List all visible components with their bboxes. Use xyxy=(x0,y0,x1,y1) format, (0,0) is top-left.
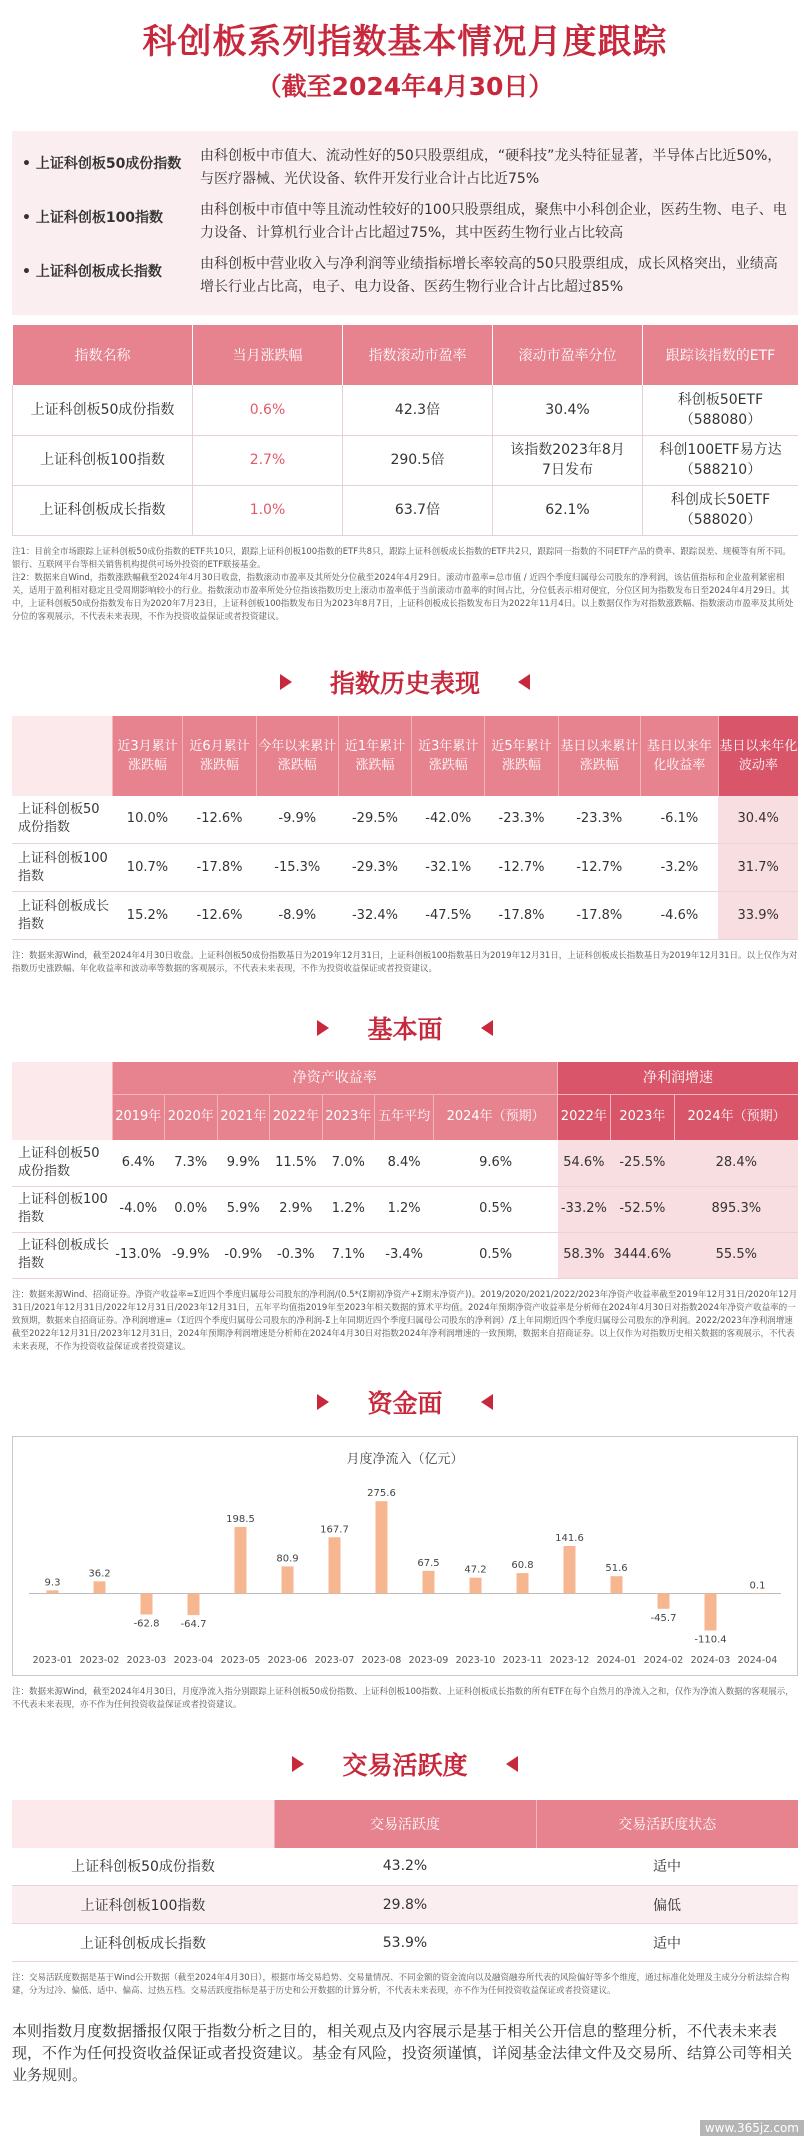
note-text: 注2：数据来自Wind，指数涨跌幅截至2024年4月30日收盘，指数滚动市盈率及其所处分位截至2024年4月29日。滚动市盈率=总市值 / 近四个季度归属母公司股东的净利润，该估值指标和企业盈利紧密相关，适用于盈利相对稳定且受周期影响较小的行业。指数滚动市盈率所处分位指该指数历史上滚动市盈率低于当前滚动市盈率的时间占比，分位低表示相对便宜，分位区间为指数发布日至2024年4月29日。其中，上证科创板50成份指数发布日为2020年7月23日，上证科创板100指数发布日为2023年8月7日，上证科创板成长指数发布日为2022年11月4日。以上数据仅作为对指数涨跌幅、指数滚动市盈率及其所处分位的客观展示，不代表未来表现，不作为投资收益保证或者投资建议。 xyxy=(12,572,794,622)
col-header: 2021年 xyxy=(217,1094,270,1140)
data-label: -45.7 xyxy=(650,1612,677,1624)
watermark: www.365jz.com xyxy=(700,2120,804,2136)
x-tick-label: 2024-02 xyxy=(643,1654,684,1666)
triangle-right-icon xyxy=(292,1756,304,1772)
page-subtitle: （截至2024年4月30日） xyxy=(256,72,554,101)
table-cell: -12.6% xyxy=(183,796,256,844)
section-heading-history xyxy=(0,664,810,700)
x-tick-label: 2023-05 xyxy=(220,1654,261,1666)
col-header: 2023年 xyxy=(610,1094,675,1140)
index-name: 上证科创板50成份指数 xyxy=(12,1140,112,1186)
bar xyxy=(94,1581,106,1593)
empty-header xyxy=(12,1800,274,1848)
rolling-pe: 63.7倍 xyxy=(343,485,493,535)
data-label: 80.9 xyxy=(276,1552,299,1564)
triangle-left-icon xyxy=(481,1394,493,1410)
table-cell: -13.0% xyxy=(112,1232,165,1278)
table-cell: 0.0% xyxy=(165,1186,218,1232)
etf-code: （588020） xyxy=(679,512,762,528)
table-cell: -12.6% xyxy=(183,892,256,940)
data-label: 36.2 xyxy=(88,1567,111,1579)
intro-index-desc: 由科创板中市值大、流动性好的50只股票组成，“硬科技”龙头特征显著，半导体占比近50%，与医疗器械、光伏设备、软件开发行业合计占比近75% xyxy=(200,148,782,187)
index-name: 上证科创板成长指数 xyxy=(12,1232,112,1278)
intro-row xyxy=(12,195,798,249)
triangle-right-icon xyxy=(317,1020,329,1036)
table-cell: 55.5% xyxy=(675,1232,798,1278)
table-cell: 10.7% xyxy=(112,844,183,892)
table-cell: -32.1% xyxy=(412,844,485,892)
table-cell: -3.2% xyxy=(640,844,718,892)
triangle-left-icon xyxy=(518,674,530,690)
bar xyxy=(329,1537,341,1593)
col-header: 指数滚动市盈率 xyxy=(343,325,493,385)
x-tick-label: 2023-10 xyxy=(455,1654,496,1666)
col-header: 2023年 xyxy=(322,1094,375,1140)
intro-index-name: • 上证科创板50成份指数 xyxy=(12,145,200,191)
pe-percentile: 62.1% xyxy=(493,485,643,535)
data-label: 0.1 xyxy=(749,1579,766,1591)
table-cell: 895.3% xyxy=(675,1186,798,1232)
intro-index-name: • 上证科创板成长指数 xyxy=(12,253,200,299)
triangle-left-icon xyxy=(506,1756,518,1772)
rolling-pe: 290.5倍 xyxy=(343,435,493,485)
table-cell: -15.3% xyxy=(256,844,338,892)
bar xyxy=(611,1576,623,1593)
activity-state: 适中 xyxy=(536,1848,798,1886)
bar xyxy=(235,1526,247,1592)
section-title: 资金面 xyxy=(367,1388,443,1418)
col-header: 基日以来年化收益率 xyxy=(640,716,718,796)
table-cell: 58.3% xyxy=(558,1232,611,1278)
triangle-left-icon xyxy=(481,1020,493,1036)
col-header: 2024年（预期） xyxy=(675,1094,798,1140)
table-cell: -17.8% xyxy=(558,892,640,940)
bar xyxy=(282,1566,294,1593)
etf-name: 科创板50ETF xyxy=(677,391,764,408)
table-cell: -8.9% xyxy=(256,892,338,940)
table-cell: -25.5% xyxy=(610,1140,675,1186)
activity-value: 29.8% xyxy=(274,1886,536,1924)
bar xyxy=(517,1573,529,1593)
activity-state: 适中 xyxy=(536,1924,798,1962)
table-cell: 1.2% xyxy=(322,1186,375,1232)
x-tick-label: 2023-12 xyxy=(549,1654,590,1666)
tracking-etf xyxy=(643,435,799,485)
table-cell: 0.5% xyxy=(434,1232,558,1278)
x-tick-label: 2023-11 xyxy=(502,1654,543,1666)
table-row xyxy=(12,1924,798,1962)
x-tick-label: 2023-03 xyxy=(126,1654,167,1666)
etf-code: （588210） xyxy=(679,462,762,478)
table-cell: -0.3% xyxy=(270,1232,323,1278)
funds-note: 注：数据来源Wind，截至2024年4月30日，月度净流入指分别跟踪上证科创板50成份指数、上证科创板100指数、上证科创板成长指数的所有ETF在每个自然月的净流入之和，仅作为净流入数据的客观展示，不代表未来表现，亦不作为任何投资收益保证或者投资建议。 xyxy=(12,1686,794,1710)
table-cell: -4.6% xyxy=(640,892,718,940)
intro-index-desc: 由科创板中市值中等且流动性较好的100只股票组成，聚焦中小科创企业，医药生物、电子、电力设备、计算机行业合计占比超过75%，其中医药生物行业占比较高 xyxy=(200,202,787,241)
data-label: 167.7 xyxy=(320,1523,349,1535)
section-heading-fundamental xyxy=(0,1010,810,1046)
month-change: 2.7% xyxy=(193,435,343,485)
summary-notes xyxy=(12,546,798,624)
table-cell: 10.0% xyxy=(112,796,183,844)
table-row xyxy=(12,1886,798,1924)
table-cell: -6.1% xyxy=(640,796,718,844)
table-row xyxy=(13,435,799,485)
col-header: 交易活跃度 xyxy=(274,1800,536,1848)
col-header: 交易活跃度状态 xyxy=(536,1800,798,1848)
table-cell: 7.3% xyxy=(165,1140,218,1186)
disclaimer-text: 本则指数月度数据播报仅限于指数分析之目的，相关观点及内容展示是基于相关公开信息的整理分析，不代表未来表现，不作为任何投资收益保证或者投资建议。基金有风险，投资须谨慎，详阅基金法律文件及交易所、结算公司等相关业务规则。 xyxy=(12,2022,793,2084)
table-cell: -32.4% xyxy=(338,892,411,940)
col-header: 基日以来年化波动率 xyxy=(718,716,798,796)
table-cell: -9.9% xyxy=(256,796,338,844)
bar xyxy=(423,1570,435,1593)
x-tick-label: 2023-09 xyxy=(408,1654,449,1666)
table-cell: -17.8% xyxy=(485,892,558,940)
col-header: 近3年累计涨跌幅 xyxy=(412,716,485,796)
chart-title: 月度净流入（亿元） xyxy=(346,1451,464,1467)
table-cell: 0.5% xyxy=(434,1186,558,1232)
section-title: 基本面 xyxy=(367,1015,443,1044)
table-cell: -12.7% xyxy=(558,844,640,892)
x-tick-label: 2024-04 xyxy=(737,1654,778,1666)
index-name: 上证科创板50成份指数 xyxy=(13,385,193,435)
col-header: 五年平均 xyxy=(375,1094,434,1140)
table-cell: 7.1% xyxy=(322,1232,375,1278)
section-heading-funds xyxy=(0,1384,810,1420)
table-cell: -12.7% xyxy=(485,844,558,892)
group-header-growth: 净利润增速 xyxy=(558,1062,798,1094)
bar xyxy=(47,1590,59,1593)
x-tick-label: 2024-03 xyxy=(690,1654,731,1666)
col-header: 指数名称 xyxy=(13,325,193,385)
table-cell: -29.3% xyxy=(338,844,411,892)
activity-note: 注：交易活跃度数据是基于Wind公开数据（截至2024年4月30日），根据市场交易趋势、交易量情况、不同金额的资金流向以及融资融券所代表的风险偏好等多个维度，通过标准化处理及主成分分析法综合构建，分为过冷、偏低、适中、偏高、过热五档。交易活跃度指标是基于历史和公开数据的计算分析，不代表未来表现，亦不作为任何投资收益保证或者投资建议。 xyxy=(12,1973,790,1996)
section-title: 指数历史表现 xyxy=(329,668,480,698)
data-label: 198.5 xyxy=(226,1513,255,1525)
table-row xyxy=(12,844,798,892)
bar xyxy=(188,1593,200,1615)
col-header: 2020年 xyxy=(165,1094,218,1140)
empty-header xyxy=(12,1062,112,1140)
net-inflow-chart-box xyxy=(12,1436,798,1676)
table-cell: -23.3% xyxy=(558,796,640,844)
table-cell: -42.0% xyxy=(412,796,485,844)
index-name: 上证科创板50成份指数 xyxy=(12,1848,274,1886)
activity-value: 53.9% xyxy=(274,1924,536,1962)
table-cell: -23.3% xyxy=(485,796,558,844)
index-name: 上证科创板100指数 xyxy=(12,1886,274,1924)
data-label: 47.2 xyxy=(464,1564,487,1576)
table-cell: -29.5% xyxy=(338,796,411,844)
fundamental-note: 注：数据来源Wind、招商证券。净资产收益率=Σ近四个季度归属母公司股东的净利润/(0.5*(Σ期初净资产+Σ期末净资产))。2019/2020/2021/2022/2023年净资产收益率截至2019年12月31日/2020年12月31日/2021年12月31日/2022年12月31日/2023年12月31日，五年平均值指2019年至2023年相关数据的算术平均值。2024年预期净资产收益率是分析师在2024年4月30日对指数2024年净资产收益率的一致预期，数据来自招商证券。净利润增速=（Σ近四个季度归属母公司股东的净利润-Σ上年同期近四个季度归属母公司股东的净利润）/Σ上年同期近四个季度归属母公司股东的净利润。2022/2023年净利润增速截至2022年12月31日/2023年12月31日，2024年预期净利润增速是分析师在2024年4月30日对指数2024年净利润增速的一致预期，数据来自招商证券。以上仅作为对指数历史相关数据的客观展示，不代表未来表现，不作为投资收益保证或者投资建议。 xyxy=(12,1289,798,1352)
col-header: 2022年 xyxy=(558,1094,611,1140)
col-header: 滚动市盈率分位 xyxy=(493,325,643,385)
index-name: 上证科创板成长指数 xyxy=(12,892,112,940)
col-header: 跟踪该指数的ETF xyxy=(643,325,799,385)
section-heading-activity xyxy=(0,1746,810,1782)
col-header: 2019年 xyxy=(112,1094,165,1140)
index-name: 上证科创板50成份指数 xyxy=(12,796,112,844)
index-name: 上证科创板成长指数 xyxy=(13,485,193,535)
bar xyxy=(658,1593,670,1608)
table-row xyxy=(12,1186,798,1232)
x-tick-label: 2023-04 xyxy=(173,1654,214,1666)
col-header: 2022年 xyxy=(270,1094,323,1140)
col-header: 近6月累计涨跌幅 xyxy=(183,716,256,796)
bar xyxy=(376,1501,388,1593)
history-note: 注：数据来源Wind，截至2024年4月30日收盘。上证科创板50成份指数基日为2019年12月31日，上证科创板100指数基日为2019年12月31日，上证科创板成长指数基日为2019年12月31日。以上仅作为对指数历史涨跌幅、年化收益率和波动率等数据的客观展示，不代表未来表现，不作为投资收益保证或者投资建议。 xyxy=(12,951,798,974)
table-cell: 6.4% xyxy=(112,1140,165,1186)
bar xyxy=(705,1593,717,1630)
table-cell: 2.9% xyxy=(270,1186,323,1232)
data-label: 9.3 xyxy=(44,1576,61,1588)
data-label: -62.8 xyxy=(133,1617,160,1629)
table-cell: -4.0% xyxy=(112,1186,165,1232)
index-name: 上证科创板100指数 xyxy=(12,1186,112,1232)
intro-row xyxy=(12,249,798,303)
summary-table xyxy=(12,325,798,536)
col-header: 当月涨跌幅 xyxy=(193,325,343,385)
table-cell: 11.5% xyxy=(270,1140,323,1186)
empty-header xyxy=(12,716,112,796)
table-cell: 3444.6% xyxy=(610,1232,675,1278)
table-cell: -47.5% xyxy=(412,892,485,940)
intro-row xyxy=(12,141,798,195)
data-label: 67.5 xyxy=(417,1557,440,1569)
table-cell: 1.2% xyxy=(375,1186,434,1232)
month-change: 0.6% xyxy=(193,385,343,435)
col-header: 2024年（预期） xyxy=(434,1094,558,1140)
table-cell: 31.7% xyxy=(718,844,798,892)
pe-percentile: 30.4% xyxy=(493,385,643,435)
bar xyxy=(752,1593,764,1594)
data-label: -110.4 xyxy=(694,1633,727,1645)
rolling-pe: 42.3倍 xyxy=(343,385,493,435)
page-title: 科创板系列指数基本情况月度跟踪 xyxy=(142,22,668,62)
table-row xyxy=(13,485,799,535)
table-cell: 9.9% xyxy=(217,1140,270,1186)
table-row xyxy=(13,385,799,435)
tracking-etf xyxy=(643,485,799,535)
table-cell: -52.5% xyxy=(610,1186,675,1232)
etf-code: （588080） xyxy=(679,411,762,428)
table-row xyxy=(12,1140,798,1186)
group-header-roe: 净资产收益率 xyxy=(112,1062,558,1094)
table-cell: 28.4% xyxy=(675,1140,798,1186)
data-label: 141.6 xyxy=(555,1532,584,1544)
etf-name: 科创成长50ETF xyxy=(670,492,771,508)
index-name: 上证科创板成长指数 xyxy=(12,1924,274,1962)
table-row xyxy=(12,796,798,844)
table-cell: 7.0% xyxy=(322,1140,375,1186)
intro-index-name: • 上证科创板100指数 xyxy=(12,199,200,245)
table-cell: 30.4% xyxy=(718,796,798,844)
table-cell: 33.9% xyxy=(718,892,798,940)
tracking-etf xyxy=(643,385,799,435)
table-cell: 5.9% xyxy=(217,1186,270,1232)
data-label: 275.6 xyxy=(367,1487,396,1499)
x-tick-label: 2023-08 xyxy=(361,1654,402,1666)
note-text: 注1：目前全市场跟踪上证科创板50成份指数的ETF共10只，跟踪上证科创板100指数的ETF共8只，跟踪上证科创板成长指数的ETF共2只，跟踪同一指数的不同ETF产品的费率、跟踪误差、规模等有所不同。银行、互联网平台等相关销售机构提供可场外投资的ETF联接基金。 xyxy=(12,546,791,570)
table-cell: 8.4% xyxy=(375,1140,434,1186)
intro-index-desc: 由科创板中营业收入与净利润等业绩指标增长率较高的50只股票组成，成长风格突出，业绩高增长行业占比高，电子、电力设备、医药生物行业合计占比超过85% xyxy=(200,256,778,295)
x-tick-label: 2024-01 xyxy=(596,1654,637,1666)
table-row xyxy=(12,892,798,940)
bar xyxy=(470,1577,482,1593)
table-cell: 9.6% xyxy=(434,1140,558,1186)
col-header: 近3月累计涨跌幅 xyxy=(112,716,183,796)
table-cell: -0.9% xyxy=(217,1232,270,1278)
data-label: 51.6 xyxy=(605,1562,628,1574)
table-cell: -9.9% xyxy=(165,1232,218,1278)
x-tick-label: 2023-06 xyxy=(267,1654,308,1666)
col-header: 基日以来累计涨跌幅 xyxy=(558,716,640,796)
index-name: 上证科创板100指数 xyxy=(13,435,193,485)
bar xyxy=(141,1593,153,1614)
table-cell: 54.6% xyxy=(558,1140,611,1186)
data-label: 60.8 xyxy=(511,1559,534,1571)
net-inflow-chart xyxy=(13,1437,797,1675)
x-tick-label: 2023-07 xyxy=(314,1654,355,1666)
col-header: 近1年累计涨跌幅 xyxy=(338,716,411,796)
triangle-right-icon xyxy=(317,1394,329,1410)
fundamental-table xyxy=(12,1062,798,1279)
data-label: -64.7 xyxy=(180,1618,207,1630)
table-row xyxy=(12,1848,798,1886)
table-cell: -17.8% xyxy=(183,844,256,892)
month-change: 1.0% xyxy=(193,485,343,535)
table-row xyxy=(12,1232,798,1278)
pe-percentile: 该指数2023年8月7日发布 xyxy=(493,435,643,485)
table-cell: 15.2% xyxy=(112,892,183,940)
col-header: 今年以来累计涨跌幅 xyxy=(256,716,338,796)
bar xyxy=(564,1546,576,1593)
table-cell: -3.4% xyxy=(375,1232,434,1278)
etf-name: 科创100ETF易方达 xyxy=(659,442,782,458)
section-title: 交易活跃度 xyxy=(342,1750,468,1780)
activity-table xyxy=(12,1800,798,1963)
activity-value: 43.2% xyxy=(274,1848,536,1886)
history-table xyxy=(12,716,798,941)
col-header: 近5年累计涨跌幅 xyxy=(485,716,558,796)
table-cell: -33.2% xyxy=(558,1186,611,1232)
index-intro-panel xyxy=(12,131,798,315)
triangle-right-icon xyxy=(280,674,292,690)
index-name: 上证科创板100指数 xyxy=(12,844,112,892)
activity-state: 偏低 xyxy=(536,1886,798,1924)
x-tick-label: 2023-02 xyxy=(79,1654,120,1666)
x-tick-label: 2023-01 xyxy=(32,1654,73,1666)
